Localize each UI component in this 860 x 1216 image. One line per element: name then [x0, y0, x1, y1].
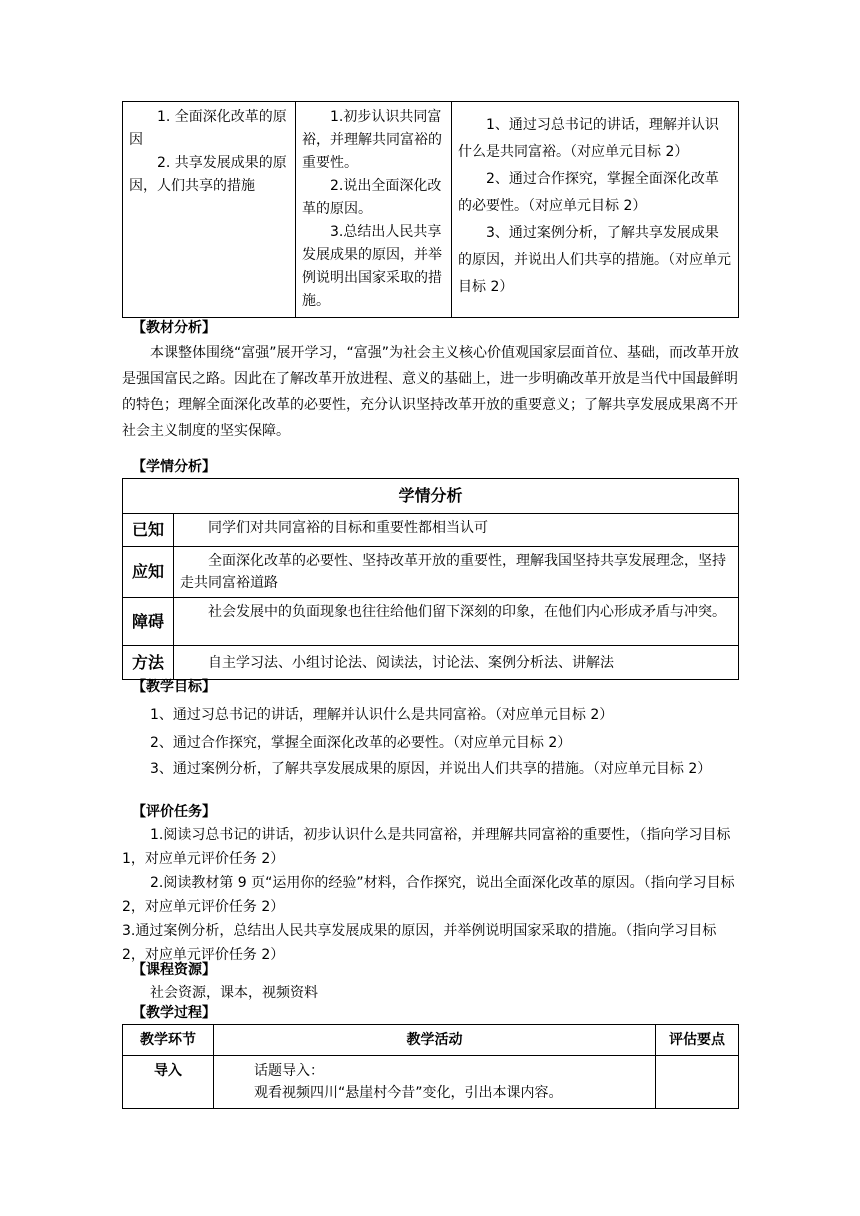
material-analysis-paragraph: 本课整体围绕“富强”展开学习，“富强”为社会主义核心价值观国家层面首位、基础，而改革开放是强国富民之路。因此在了解改革开放进程、意义的基础上，进一步明确改革开放是当代中国最鲜明的特色；理解全面深化改革的必要性，充分认识坚持改革开放的重要意义；了解共享发展成果离不开社会主义制度的坚实保障。: [122, 345, 740, 439]
header-point: 评估要点: [656, 1025, 739, 1056]
material-analysis-heading: 【教材分析】: [132, 320, 216, 336]
row-text: 自主学习法、小组讨论法、阅读法，讨论法、案例分析法、讲解法: [174, 646, 739, 680]
goal-cell: [296, 102, 452, 318]
evaluation-task: 3.通过案例分析，总结出人民共享发展成果的原因，并举例说明国家采取的措施。（指向学习目标 2，对应单元评价任务 2）: [122, 923, 717, 963]
objectives-table: [122, 101, 739, 318]
teaching-goals-heading: 【教学目标】: [132, 679, 216, 695]
unit-goal-item: 3、通过案例分析，了解共享发展成果的原因，并说出人们共享的措施。（对应单元目标 2）: [458, 225, 731, 295]
process-table: [122, 1024, 739, 1109]
row-label: 已知: [123, 514, 174, 547]
content-item: 1. 全面深化改革的原因: [129, 109, 287, 148]
header-stage: 教学环节: [123, 1025, 214, 1056]
resources-paragraph: 社会资源，课本，视频资料: [150, 985, 318, 1001]
row-label: 应知: [123, 547, 174, 598]
material-analysis-text: [122, 340, 739, 444]
row-label: 方法: [123, 646, 174, 680]
teaching-goal: 2、通过合作探究，掌握全面深化改革的必要性。（对应单元目标 2）: [150, 735, 572, 751]
process-heading: 【教学过程】: [132, 1005, 216, 1021]
activity-line: 话题导入：: [254, 1063, 324, 1079]
header-activity: 教学活动: [214, 1025, 656, 1056]
row-text: 同学们对共同富裕的目标和重要性都相当认可: [174, 514, 739, 547]
unit-goal-cell: [452, 102, 739, 318]
point-cell: [656, 1056, 739, 1109]
student-analysis-heading: 【学情分析】: [132, 459, 216, 475]
activity-line: 观看视频四川“悬崖村今昔”变化，引出本课内容。: [254, 1085, 563, 1101]
evaluation-task: 2.阅读教材第 9 页“运用你的经验”材料，合作探究，说出全面深化改革的原因。（指向学习目标 2，对应单元评价任务 2）: [122, 875, 735, 915]
activity-cell: [214, 1056, 656, 1109]
unit-goal-item: 2、通过合作探究，掌握全面深化改革的必要性。（对应单元目标 2）: [458, 171, 719, 214]
row-text: 全面深化改革的必要性、坚持改革开放的重要性，理解我国坚持共享发展理念，坚持走共同富裕道路: [174, 547, 739, 598]
resources-heading: 【课程资源】: [132, 962, 216, 978]
row-text: 社会发展中的负面现象也往往给他们留下深刻的印象，在他们内心形成矛盾与冲突。: [174, 598, 739, 646]
goal-item: 3.总结出人民共享发展成果的原因，并举例说明出国家采取的措施。: [302, 224, 442, 309]
content-cell: [123, 102, 296, 318]
stage-cell: 导入: [123, 1056, 214, 1109]
student-analysis-title: 学情分析: [123, 479, 739, 514]
evaluation-tasks-list: [122, 823, 739, 967]
evaluation-tasks-heading: 【评价任务】: [132, 804, 216, 820]
teaching-goal: 3、通过案例分析，了解共享发展成果的原因，并说出人们共享的措施。（对应单元目标 2）: [150, 761, 712, 777]
content-item: 2. 共享发展成果的原因，人们共享的措施: [129, 155, 287, 194]
goal-item: 1.初步认识共同富裕，并理解共同富裕的重要性。: [302, 109, 442, 171]
unit-goal-item: 1、通过习总书记的讲话，理解并认识什么是共同富裕。（对应单元目标 2）: [458, 117, 719, 160]
teaching-goal: 1、通过习总书记的讲话，理解并认识什么是共同富裕。（对应单元目标 2）: [150, 707, 614, 723]
student-analysis-table: [122, 478, 739, 680]
goal-item: 2.说出全面深化改革的原因。: [302, 178, 442, 217]
teaching-goals-list: [122, 701, 739, 781]
evaluation-task: 1.阅读习总书记的讲话，初步认识什么是共同富裕，并理解共同富裕的重要性，（指向学习目标 1，对应单元评价任务 2）: [122, 827, 731, 867]
row-label: 障碍: [123, 598, 174, 646]
